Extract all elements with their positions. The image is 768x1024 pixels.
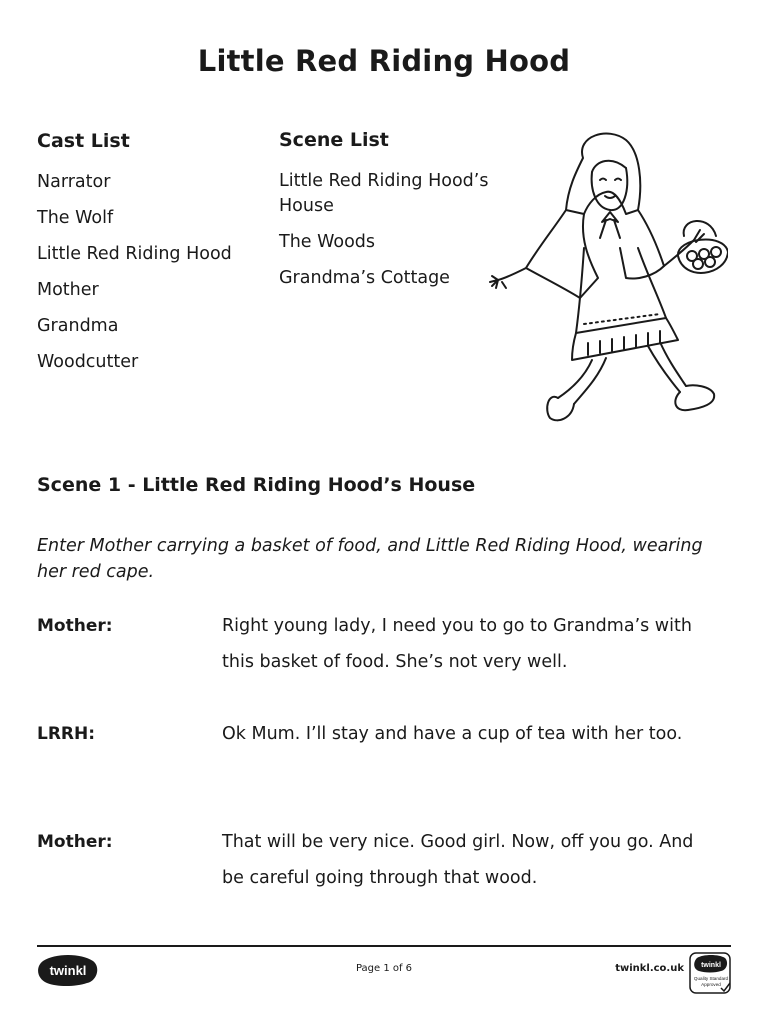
scene-list: [279, 129, 499, 302]
site-url: twinkl.co.uk: [615, 963, 684, 974]
dialogue-text: Ok Mum. I’ll stay and have a cup of tea with her too.: [222, 724, 683, 744]
cast-item: The Wolf: [37, 208, 114, 228]
cast-item: Mother: [37, 280, 99, 300]
cast-list-heading: Cast List: [37, 130, 130, 152]
speaker-name: LRRH:: [37, 724, 96, 744]
cast-list: [37, 130, 267, 386]
little-red-riding-hood-illustration: [488, 128, 728, 428]
speaker-name: Mother:: [37, 616, 113, 636]
scene-item: Grandma’s Cottage: [279, 268, 450, 288]
badge-line-1: Quality Standard: [693, 976, 729, 981]
page-title: Little Red Riding Hood: [197, 44, 571, 78]
dialogue-text: That will be very nice. Good girl. Now, off you go. And be careful going through that wood.: [222, 832, 694, 888]
speaker-name: Mother:: [37, 832, 113, 852]
badge-line-2: Approved: [701, 982, 721, 987]
scene-list-heading: Scene List: [279, 129, 389, 151]
stage-direction: Enter Mother carrying a basket of food, and Little Red Riding Hood, wearing her red cape.: [37, 536, 703, 582]
twinkl-logo-text: twinkl: [49, 963, 87, 978]
quality-standard-badge: [689, 952, 733, 994]
cast-item: Woodcutter: [37, 352, 139, 372]
scene-heading: Scene 1 - Little Red Riding Hood’s House: [37, 474, 476, 496]
dialogue-text: Right young lady, I need you to go to Grandma’s with this basket of food. She’s not very well.: [222, 616, 692, 672]
cast-item: Narrator: [37, 172, 111, 192]
scene-item: The Woods: [279, 232, 376, 252]
footer-divider: [37, 945, 731, 947]
page-number: Page 1 of 6: [355, 963, 413, 974]
cast-item: Little Red Riding Hood: [37, 244, 232, 264]
cast-item: Grandma: [37, 316, 119, 336]
badge-brand: twinkl: [701, 962, 721, 969]
scene-item: Little Red Riding Hood’s House: [279, 171, 489, 216]
